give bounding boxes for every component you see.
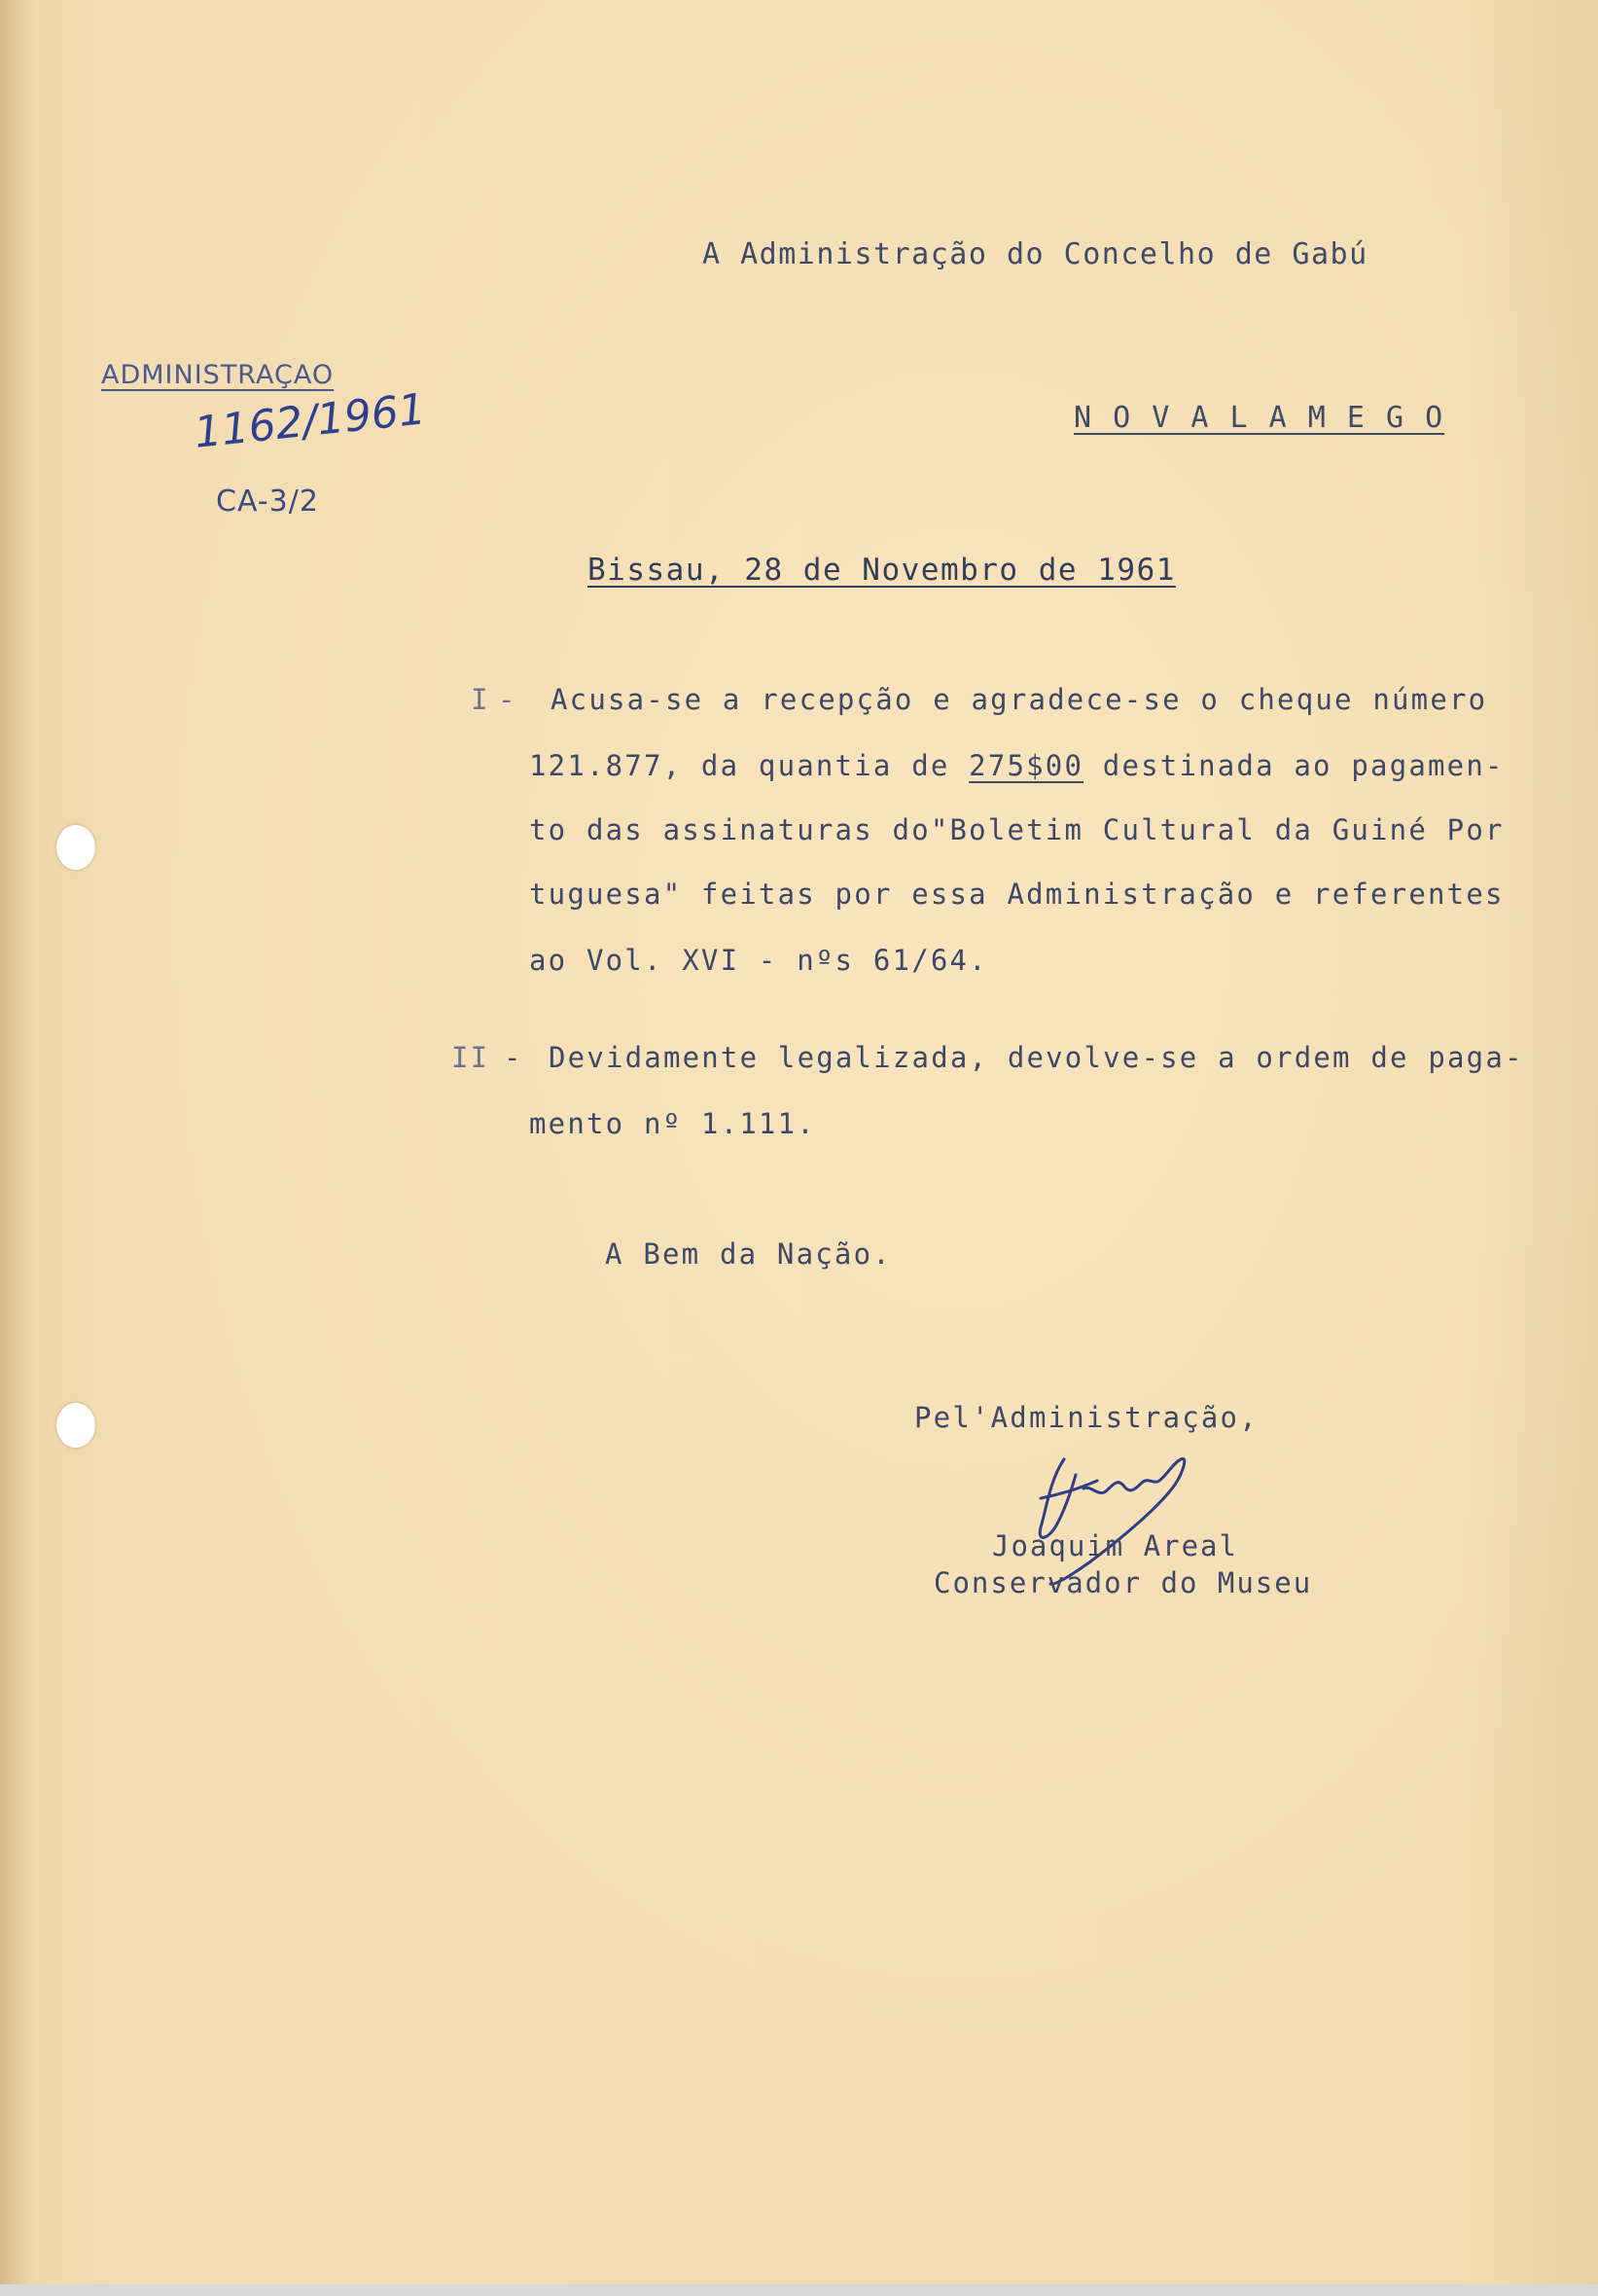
registry-stamp-number: 1162/1961	[192, 384, 429, 458]
closing-salutation: A Bem da Nação.	[605, 1238, 892, 1271]
paper-left-edge	[0, 0, 29, 2296]
paragraph-1-line-4: tuguesa" feitas por essa Administração e referentes	[529, 878, 1505, 911]
punch-hole-bottom	[56, 1403, 95, 1448]
paragraph-1-dash: -	[498, 683, 517, 716]
addressee-line: A Administração do Concelho de Gabú	[702, 237, 1368, 271]
paragraph-2-line-2: mento nº 1.111.	[529, 1107, 816, 1140]
cheque-amount: 275$00	[969, 749, 1084, 782]
paragraph-1-line-2-start: 121.877, da quantia de	[529, 749, 970, 782]
location-line: N O V A L A M E G O	[1074, 401, 1445, 435]
signatory-name: Joaquim Areal	[992, 1529, 1238, 1562]
paragraph-1-line-2	[529, 749, 1505, 782]
paragraph-1-line-5: ao Vol. XVI - nºs 61/64.	[529, 944, 988, 977]
paragraph-1-line-1: Acusa-se a recepção e agradece-se o cheque número	[550, 683, 1488, 716]
on-behalf-line: Pel'Administração,	[914, 1401, 1259, 1434]
date-line: Bissau, 28 de Novembro de 1961	[587, 553, 1176, 588]
paragraph-1-line-3: to das assinaturas do"Boletim Cultural da Guiné Por	[529, 813, 1505, 846]
paragraph-2-line-1: Devidamente legalizada, devolve-se a ordem de paga-	[549, 1041, 1524, 1074]
paragraph-1-line-2-end: destinada ao pagamen-	[1083, 749, 1505, 782]
scan-bottom-border	[0, 2284, 1598, 2296]
signatory-title: Conservador do Museu	[934, 1566, 1313, 1599]
handwritten-signature	[982, 1430, 1274, 1586]
paragraph-2-numeral: II	[451, 1041, 490, 1074]
paragraph-2-dash: -	[504, 1041, 523, 1074]
punch-hole-top	[56, 825, 95, 870]
paragraph-1-numeral: I	[471, 683, 490, 716]
registry-stamp-office: ADMINISTRAÇAO	[101, 360, 335, 390]
registry-stamp-code: CA-3/2	[216, 484, 319, 519]
